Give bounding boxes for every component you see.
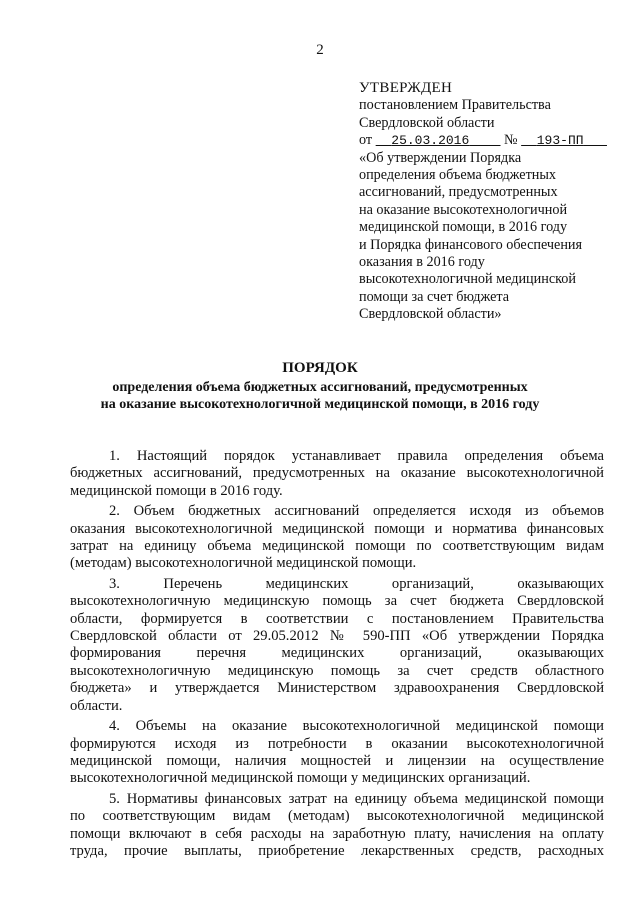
date-value: 25.03.2016 xyxy=(391,133,470,149)
document-title: ПОРЯДОК xyxy=(282,360,358,376)
paragraph-line: Свердловской области от 29.05.2012 № 590-ПП «Об утверждении Порядка xyxy=(70,628,604,645)
paragraph-line: (методам) высокотехнологичной медицинской помощи. xyxy=(70,555,417,572)
approval-title-line: высокотехнологичной медицинской xyxy=(359,271,576,288)
approval-title-line: на оказание высокотехнологичной xyxy=(359,201,568,218)
paragraph-line: оказания высокотехнологичной медицинской помощи и норматива финансовых xyxy=(70,520,604,537)
approval-line: постановлением Правительства xyxy=(359,97,551,114)
approval-date-line xyxy=(359,132,629,149)
approval-title-line: оказания в 2016 году xyxy=(359,254,485,271)
approval-title-line: «Об утверждении Порядка xyxy=(359,149,522,166)
approval-title-line: определения объема бюджетных xyxy=(359,167,557,184)
paragraph-line: высокотехнологичную медицинскую помощь за счет средств областного xyxy=(70,662,604,679)
paragraph-line: области, формируется в соответствии с постановлением Правительства xyxy=(70,610,604,627)
paragraph-line: бюджетных ассигнований, предусмотренных на оказание высокотехнологичной xyxy=(70,465,604,482)
paragraph-line: формируются исходя из потребности в оказании высокотехнологичной xyxy=(70,735,604,752)
paragraph-line: 3. Перечень медицинских организаций, оказывающих xyxy=(109,575,604,592)
paragraph-4 xyxy=(70,718,604,788)
number-value: 193-ПП xyxy=(536,133,584,149)
approval-line: Свердловской области xyxy=(359,114,495,131)
paragraph-line: бюджета» и утверждается Министерством здравоохранения Свердловской xyxy=(70,680,604,697)
approval-title-line: помощи за счет бюджета xyxy=(359,288,510,305)
page-number: 2 xyxy=(316,42,324,58)
approval-title-line: ассигнований, предусмотренных xyxy=(359,184,558,201)
paragraph-line: затрат на единицу объема медицинской помощи по соответствующим видам xyxy=(70,538,604,555)
paragraph-2 xyxy=(70,503,604,573)
paragraph-line: медицинской помощи в 2016 году. xyxy=(70,482,283,499)
paragraph-line: высокотехнологичной медицинской помощи у медицинских организаций. xyxy=(70,770,531,787)
paragraph-1 xyxy=(70,448,604,500)
paragraph-line: области. xyxy=(70,697,123,714)
number-prefix: № xyxy=(504,132,518,149)
approval-title-line: медицинской помощи, в 2016 году xyxy=(359,219,568,236)
paragraph-line: 4. Объемы на оказание высокотехнологичной медицинской помощи xyxy=(109,718,604,735)
paragraph-line: 2. Объем бюджетных ассигнований определяется исходя из объемов xyxy=(109,503,604,520)
approval-block xyxy=(359,80,629,324)
approval-title-line: Свердловской области» xyxy=(359,306,502,323)
approval-heading: УТВЕРЖДЕН xyxy=(359,80,453,96)
paragraph-line: по соответствующим видам (методам) высокотехнологичной медицинской xyxy=(70,808,604,825)
paragraph-3 xyxy=(70,576,604,715)
paragraph-line: 1. Настоящий порядок устанавливает правила определения объема xyxy=(109,448,604,464)
paragraph-line: труда, прочие выплаты, приобретение лекарственных средств, расходных xyxy=(70,842,604,859)
paragraph-line: медицинской помощи, наличия мощностей и лицензии на осуществление xyxy=(70,752,604,769)
document-subtitle-line-1: определения объема бюджетных ассигнований, предусмотренных xyxy=(112,380,528,395)
approval-resolution-title xyxy=(359,150,629,324)
approval-title-line: и Порядка финансового обеспечения xyxy=(359,236,583,253)
paragraph-line: высокотехнологичную медицинскую помощь за счет бюджета Свердловской xyxy=(70,593,604,610)
document-body xyxy=(70,448,604,860)
paragraph-5 xyxy=(70,791,604,861)
paragraph-line: формирования перечня медицинских организаций, оказывающих xyxy=(70,645,604,662)
date-prefix: от xyxy=(359,132,373,149)
document-subtitle-line-2: на оказание высокотехнологичной медицинской помощи, в 2016 году xyxy=(100,397,540,412)
paragraph-line: помощи включают в себя расходы на заработную плату, начисления на оплату xyxy=(70,825,604,842)
paragraph-line: 5. Нормативы финансовых затрат на единицу объема медицинской помощи xyxy=(109,790,604,807)
